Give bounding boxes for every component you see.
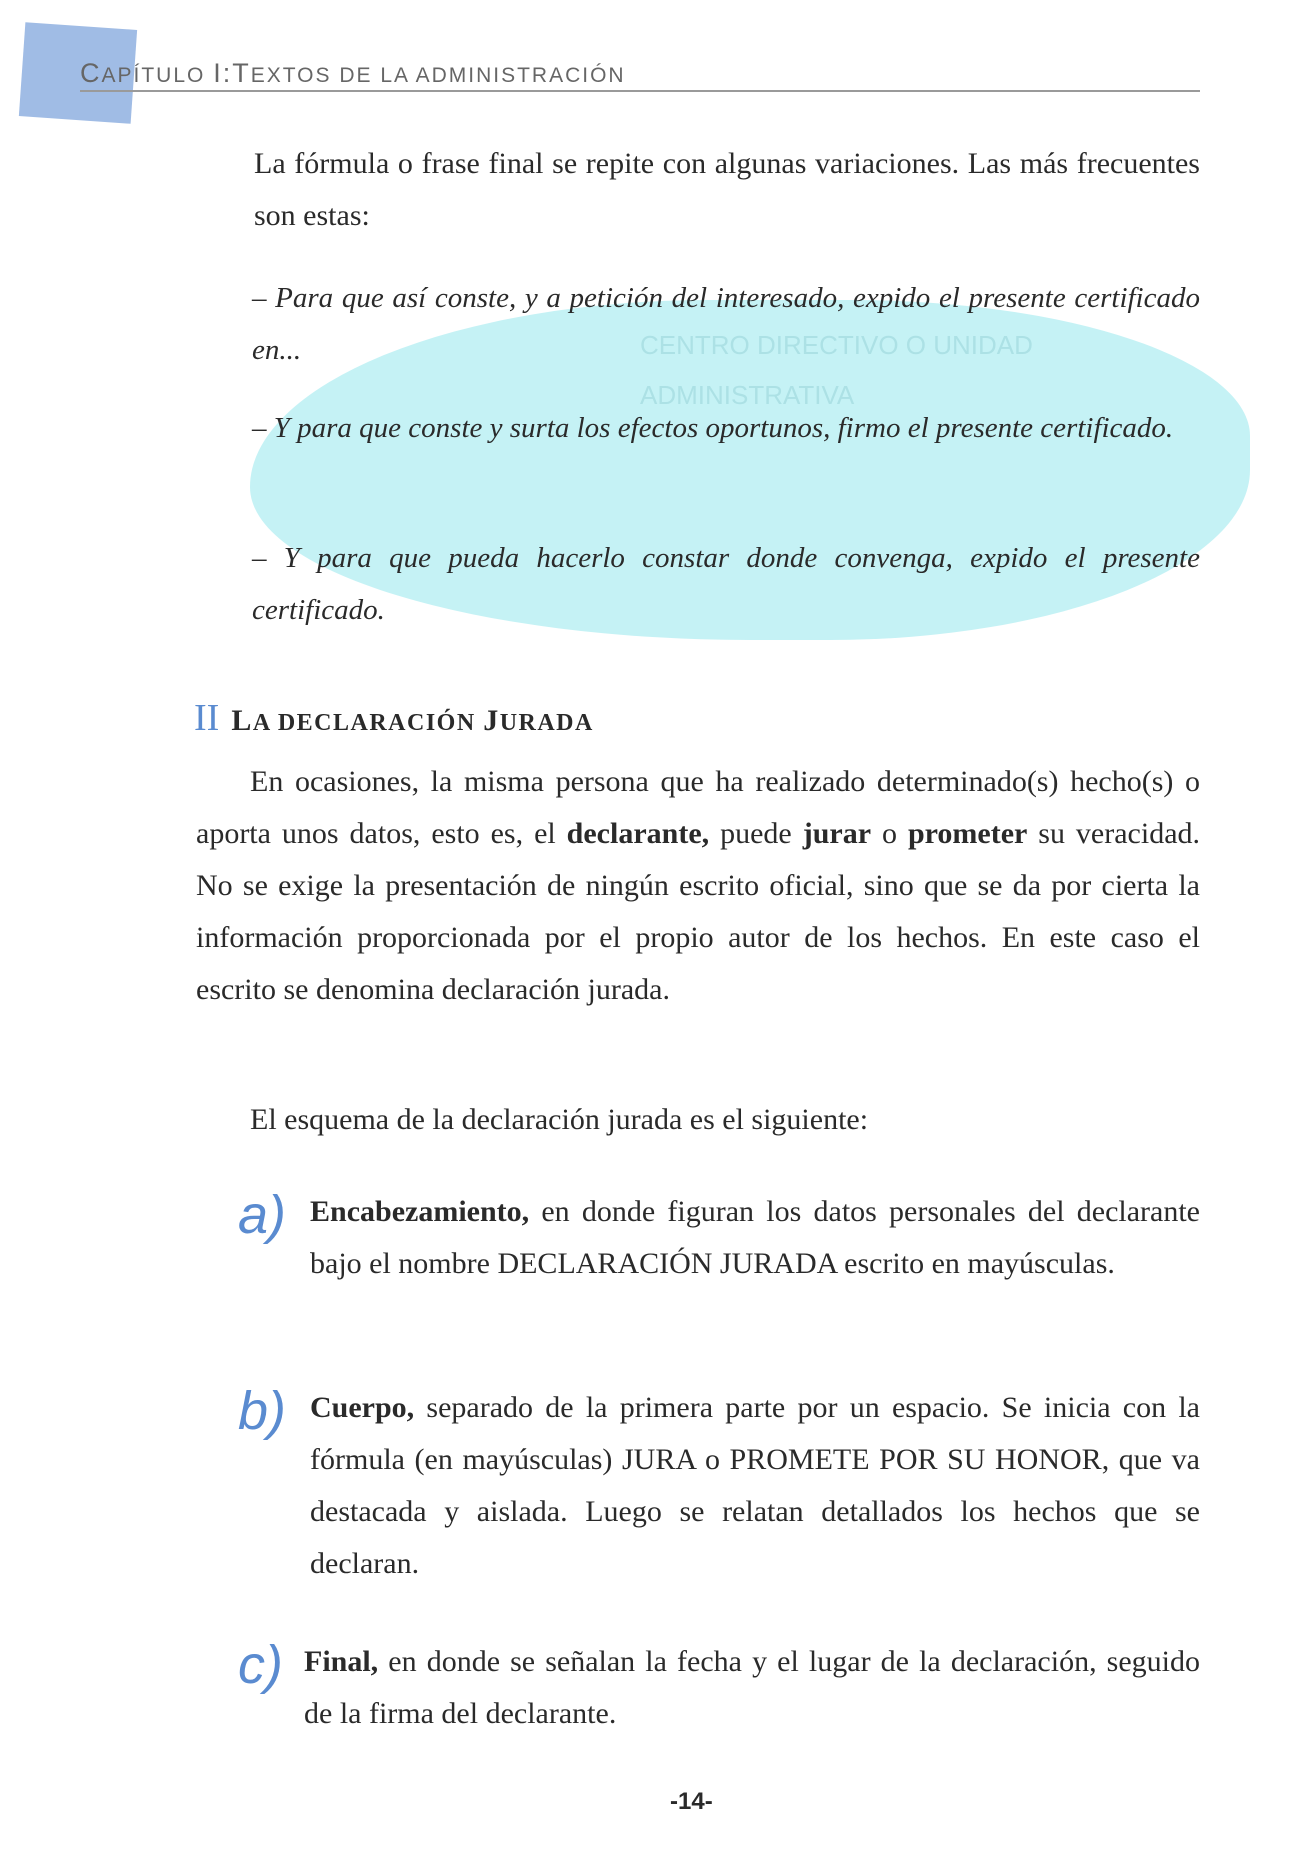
body-paragraph: En ocasiones, la misma persona que ha realizado determinado(s) hecho(s) o aporta unos datos, esto es, el declarante, puede jurar o prometer su veracidad. No se exige la presentación de ningún escrito oficial, sino que se da por cierta la información proporcionada por el propio autor de los hechos. En este caso el escrito se denomina declaración jurada. — [196, 765, 1201, 1006]
list-item: Final, en donde se señalan la fecha y el lugar de la declaración, seguido de la firma del declarante. — [304, 1645, 1200, 1730]
section-heading: II LA DECLARACIÓN JURADA — [194, 697, 594, 739]
item-letter-a: a) — [238, 1185, 287, 1245]
item-letter-b: b) — [238, 1381, 287, 1441]
formula-item: – Y para que conste y surta los efectos oportunos, firmo el presente certificado. — [252, 412, 1174, 444]
page-number: -14- — [670, 1788, 713, 1815]
intro-paragraph: La fórmula o frase final se repite con algunas variaciones. Las más frecuentes son estas: — [254, 147, 1200, 232]
watermark-text: CENTRO DIRECTIVO O UNIDAD ADMINISTRATIVA — [640, 330, 1033, 410]
scheme-intro: El esquema de la declaración jurada es el siguiente: — [250, 1103, 869, 1136]
list-item: Encabezamiento, en donde figuran los datos personales del declarante bajo el nombre DECLARACIÓN JURADA escrito en mayúsculas. — [310, 1195, 1200, 1280]
formula-item: – Y para que pueda hacerlo constar donde convenga, expido el presente certificado. — [252, 542, 1200, 626]
section-numeral: II — [194, 697, 220, 739]
header-rule — [80, 90, 1200, 92]
running-header: CAPÍTULO I:TEXTOS DE LA ADMINISTRACIÓN — [80, 58, 626, 88]
formula-item: – Para que así conste, y a petición del interesado, expido el presente certificado en... — [252, 282, 1200, 366]
list-item: Cuerpo, separado de la primera parte por un espacio. Se inicia con la fórmula (en mayúsculas) JURA o PROMETE POR SU HONOR, que va destacada y aislada. Luego se relatan detallados los hechos que se declaran. — [310, 1391, 1200, 1580]
item-letter-c: c) — [238, 1635, 283, 1695]
